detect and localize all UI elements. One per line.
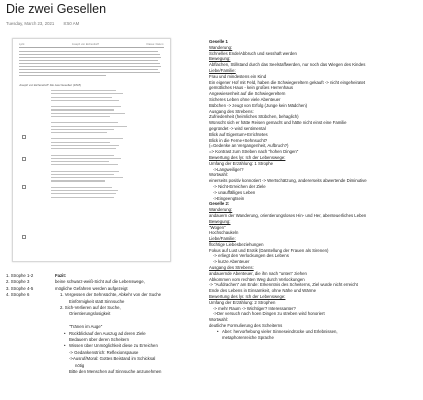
- note-line: Geselle 2:: [209, 201, 230, 207]
- note-line: Bewertung des lyr. Ich der Lebenswege:: [209, 294, 286, 300]
- note-line: (=Gedenke an Vergangenheit, Aufbruch?): [209, 143, 289, 149]
- scan-line: [51, 155, 114, 156]
- poem-stanza: [51, 171, 141, 182]
- strophe-item: 1. Strophe 1-2: [6, 273, 34, 278]
- worksheet-header-right: Klasse: Datum:: [146, 43, 164, 46]
- poem-stanza: [51, 122, 141, 133]
- analysis-notes[interactable]: [209, 39, 421, 340]
- worksheet-header: [19, 43, 164, 48]
- scan-line: [19, 57, 161, 58]
- poem-stanza: [51, 90, 141, 101]
- fazit-line: Einförmigkeit statt Sinnsuche: [69, 298, 125, 304]
- note-line: => Kontrast zum Streben nach "hohen Dingen": [209, 149, 299, 155]
- scan-line: [51, 161, 109, 162]
- note-line: Liebe/Familie:: [209, 236, 236, 242]
- scan-line: [19, 63, 160, 64]
- note-line: Bübchen -> zeugt von Erfolg (Junge kein Mädchen): [209, 102, 308, 108]
- fazit-line: Orientierungslosigkeit: [69, 311, 111, 317]
- fazit-line: • Rückblickauf den Auszug ad deren Ziele: [55, 331, 255, 337]
- margin-mark: [22, 157, 26, 161]
- scan-line: [51, 190, 118, 191]
- strophe-item: 3. Strophe 4-5: [6, 285, 34, 291]
- note-line: andauernde Abenteuer, die ihn nach "unten" ziehen: [209, 270, 307, 276]
- note-line: ->Der versuch nach hoen Dingen zu streben wird honoriert: [213, 311, 325, 317]
- note-line: ->Eingeengtsein: [213, 195, 245, 201]
- scan-line: [51, 164, 118, 165]
- note-line: Bewegung:: [209, 218, 231, 224]
- scan-line: [19, 72, 160, 73]
- time-text: 8:50 AM: [63, 21, 80, 26]
- fazit-line: mögliche Gefahren werden aufgezeigt: [55, 285, 128, 291]
- fazit-line: "Tränen im Auge": [69, 324, 103, 330]
- note-line: Wanderung:: [209, 207, 233, 213]
- note-line: metaphorenreiche Sprache: [222, 334, 274, 340]
- date-text: Tuesday, March 23, 2021: [6, 21, 55, 26]
- scan-line: [51, 132, 107, 133]
- fazit-line: Bitte den Menschen auf Sinnsuche anzunehmen: [69, 369, 162, 375]
- note-line: -> kurze Abenteuer: [213, 259, 250, 265]
- note-line: -> "Aufdrachen" am Ende: Erkenntnis des Scheiterns, Ziel wurde nicht erreicht: [209, 282, 358, 288]
- poem-stanza: [51, 187, 141, 198]
- note-line: Frau und mindestens ein Kind: [209, 73, 267, 79]
- note-line: -> erliegt den Verlockungen des Lebens: [213, 253, 289, 259]
- fazit-line: 1. Vergessen der Sehnsüchte, Abkehr von der Suche: [60, 292, 162, 298]
- scan-line: [51, 113, 125, 114]
- note-line: Wanderung:: [209, 44, 233, 50]
- fazit-line: Fazit:: [55, 273, 67, 278]
- scan-line: [19, 60, 158, 61]
- note-line: -> Nicht-Erreichen der Ziele: [213, 183, 266, 189]
- scan-line: [19, 51, 158, 52]
- note-line: Zufriedenheit (heimliches Stübchen, behaglich): [209, 114, 299, 120]
- note-line: Ein eigener Hof mit Feld, haben die Schwiegereltern gekauft -> nicht eingeheiratet: [209, 79, 366, 85]
- note-line: andauern der Wanderung, orientierungsloses Hin- und Her, abenteuerliches Leben: [209, 212, 367, 218]
- poem-text: [51, 90, 141, 203]
- note-line: ->Langweiliger?: [213, 166, 244, 172]
- margin-mark: [22, 185, 26, 189]
- page-title: Die zwei Gesellen: [6, 2, 107, 16]
- scan-line: [51, 177, 123, 178]
- note-line: Fokus auf Lust und Erotik (Darstellung der Frauen als Sirenen): [209, 247, 329, 253]
- note-line: Schnelles Ende/Abbruch und sesshaft werden: [209, 50, 297, 56]
- scan-line: [51, 145, 119, 146]
- note-line: Abflachen, Stillstand durch das Seelstaffwerden, nur noch das Wiegen des Kindes: [209, 62, 366, 68]
- scan-line: [51, 109, 114, 110]
- scan-line: [51, 138, 123, 139]
- note-line: Liebe/Familie:: [209, 67, 236, 73]
- fazit-line: nötig: [75, 362, 85, 368]
- margin-mark: [22, 235, 26, 239]
- scan-line: [19, 54, 160, 55]
- note-line: deutliche Formulierung des Scheiterns: [209, 323, 283, 329]
- note-line: gemütliches Haus - kein großes Herrenhaus: [209, 85, 294, 91]
- scan-line: [19, 75, 106, 76]
- fazit-line: Bedauern über deren Scheitern: [69, 337, 129, 343]
- note-line: Bewegung:: [209, 56, 231, 62]
- scan-line: [19, 69, 158, 70]
- strophe-list: [6, 273, 33, 299]
- note-line: "Wogen": [209, 224, 226, 230]
- scan-line: [51, 97, 112, 98]
- fazit-line: ->Ausruf/Moral: Gottes Beistand im Schicksal: [69, 356, 156, 362]
- note-line: Ausgang des Strebens:: [209, 265, 254, 271]
- scan-line: [51, 158, 121, 159]
- scan-line: [51, 126, 127, 127]
- margin-mark: [22, 135, 26, 139]
- scan-line: [51, 122, 118, 123]
- note-line: -> unauffälliges Leben: [213, 189, 256, 195]
- scan-line: [19, 66, 161, 67]
- note-line: Bewertung des lyr. Ich der Lebenswege:: [209, 154, 286, 160]
- note-line: Umfang der Erzählung: 2 Strophen: [209, 299, 276, 305]
- fazit-line: beine schwarz-weiß-Sicht auf die Lebenswege,: [55, 279, 145, 285]
- scanned-worksheet[interactable]: [12, 38, 171, 262]
- scan-line: [51, 148, 116, 149]
- note-line: • Aber: hervorhebung vieler Sinneseindrücke und Erlebnissen,: [209, 329, 421, 335]
- worksheet-header-center: Joseph von Eichendorff: [71, 43, 99, 46]
- scan-line: [51, 187, 112, 188]
- note-line: Umfang der Erzählung: 1 Strophe: [209, 160, 274, 166]
- note-line: flüchtige Liebesbeziehungen: [209, 241, 264, 247]
- fazit-line: 2. Sich-Verlieren auf der Suche,: [60, 305, 121, 311]
- scan-line: [51, 100, 119, 101]
- scan-line: [51, 171, 119, 172]
- note-line: Sicheres Leben ohne viele Abenteuer: [209, 96, 281, 102]
- scan-line: [51, 193, 116, 194]
- note-line: Wünscht sich er hätte Reisen gemacht und hätte nicht einst eine Familie: [209, 120, 347, 126]
- note-line: gegründet -> wird sentimental: [209, 125, 266, 131]
- note-line: Blick auf Eigentum+Errichtetes: [209, 131, 268, 137]
- note-line: Abkommen vom rechten Weg durch Verlockungen: [209, 276, 305, 282]
- poem-stanza: [51, 138, 141, 149]
- page-date: [6, 21, 87, 26]
- note-line: Wortwahl:: [209, 317, 229, 323]
- scan-line: [51, 197, 114, 198]
- note-line: Ausgang des Strebens:: [209, 108, 254, 114]
- note-line: Geselle 1: [209, 39, 228, 44]
- scan-line: [51, 93, 123, 94]
- note-line: Wortwahl:: [209, 172, 229, 178]
- note-line: Ende des Lebens in Einsamkeit, ohne Nähe und Wärme: [209, 288, 317, 294]
- scan-line: [51, 90, 116, 91]
- note-line: Angewiesenheit auf die Schwiegereltern: [209, 91, 286, 97]
- scan-line: [51, 116, 110, 117]
- strophe-item: 4. Strophe 6: [6, 292, 30, 298]
- note-line: Blick in die Ferne+Sehnsucht?: [209, 137, 268, 143]
- scan-line: [51, 129, 114, 130]
- note-line: -> mehr Raum -> Wichtiger? Interessanter?: [213, 305, 296, 311]
- poem-stanza: [51, 155, 141, 166]
- scan-line: [51, 142, 110, 143]
- poem-stanza: [51, 106, 141, 117]
- scan-line: [51, 174, 114, 175]
- worksheet-intro-text: [19, 51, 164, 78]
- note-line: Hochschaukeln: [209, 230, 239, 236]
- worksheet-heading: Joseph von Eichendorff: Die zwei Gesellen (1818): [19, 83, 82, 87]
- scan-line: [51, 180, 105, 181]
- worksheet-header-left: Lyrik: [19, 43, 25, 46]
- note-line: einerseits positiv konnotiert -> Wertschätzung, andererseits abwertende Diminutive: [209, 178, 367, 184]
- scan-line: [51, 106, 121, 107]
- strophe-item: 2. Strophe 3: [6, 279, 30, 285]
- fazit-line: • Wissen über Unmöglichkeit diese zu Erreichen: [55, 343, 255, 349]
- fazit-line: -> Gedankenstrich: Reflexionspause: [69, 349, 139, 355]
